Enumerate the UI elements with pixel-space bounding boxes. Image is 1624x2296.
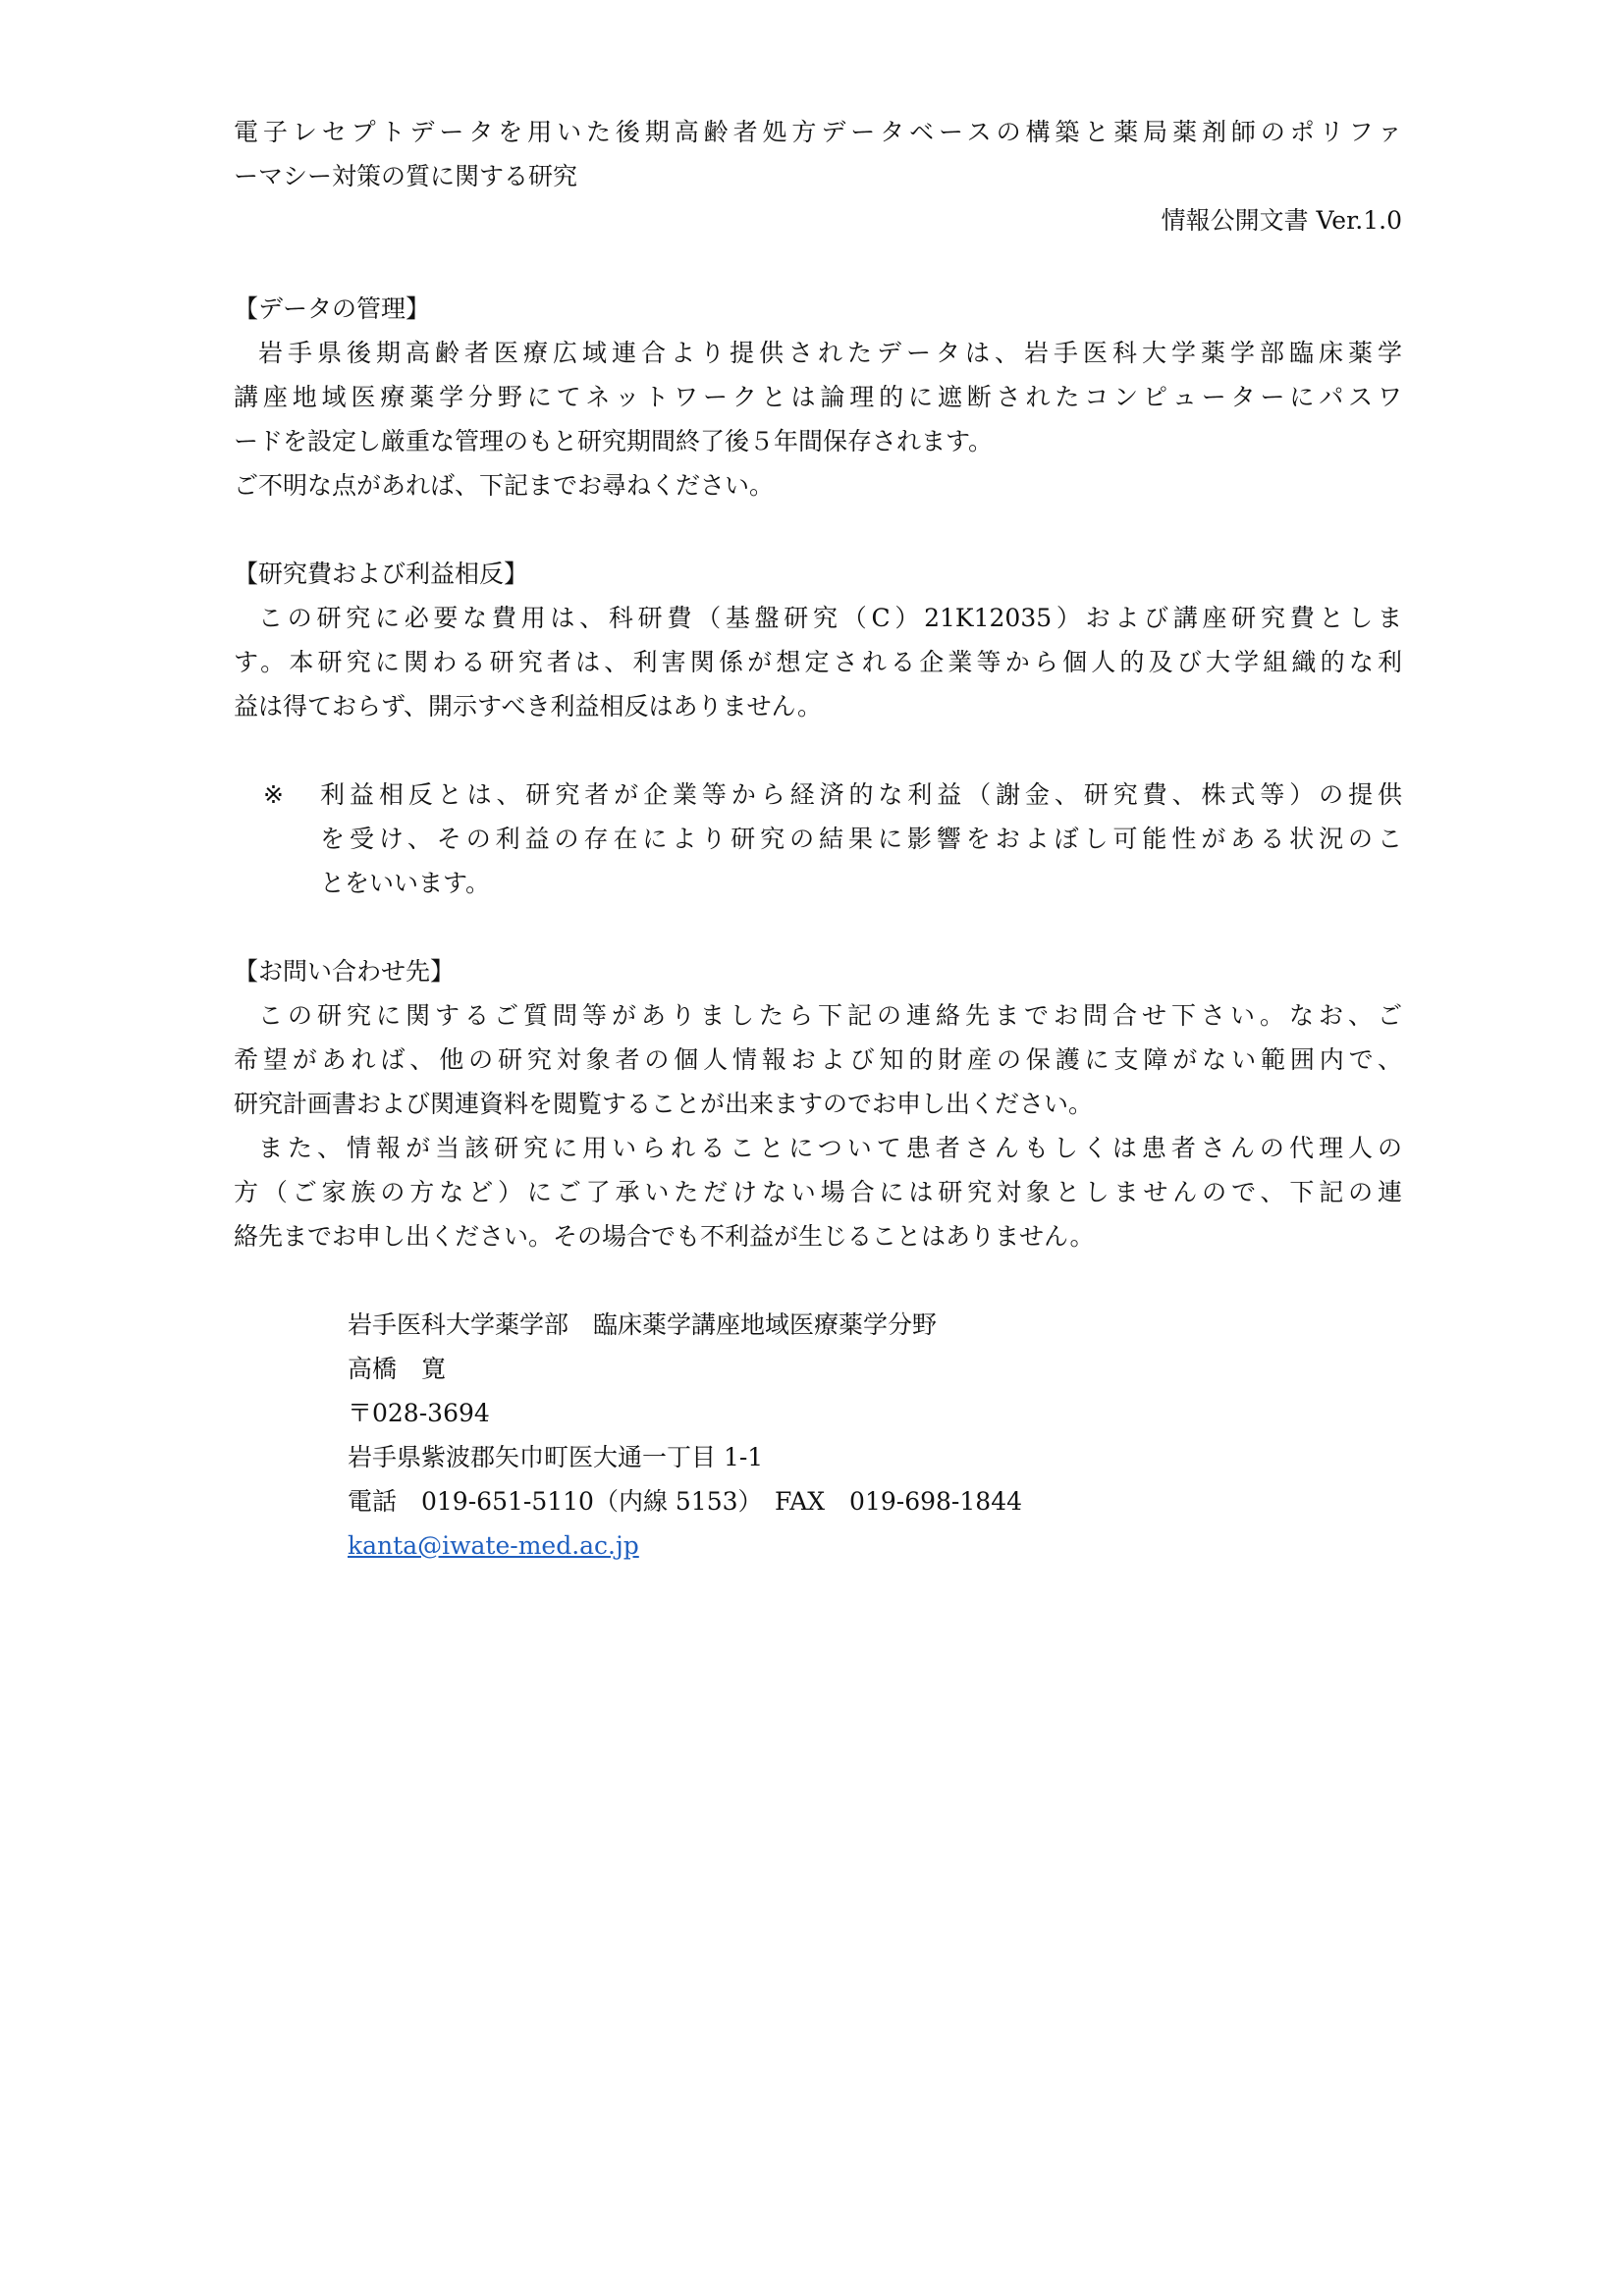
spacer [234,728,1402,773]
contact-email-link[interactable]: kanta@iwate-med.ac.jp [348,1531,639,1560]
contact-phone-fax: 電話 019-651-5110（内線 5153） FAX 019-698-1844 [348,1487,1023,1516]
inquiry-line: 絡先までお申し出ください。その場合でも不利益が生じることはありません。 [234,1222,1095,1251]
contact-email-row [348,1523,1402,1568]
inquiry-heading: 【お問い合わせ先】 [234,957,456,986]
spacer [234,242,1402,287]
spacer [234,507,1402,552]
note-mark: ※ [263,780,284,809]
data-management-line: ご不明な点があれば、下記までお尋ねください。 [234,471,775,500]
document-title-line-2: ーマシー対策の質に関する研究 [234,162,578,190]
contact-address: 岩手県紫波郡矢巾町医大通一丁目 1-1 [348,1443,764,1471]
contact-postal-code: 〒028-3694 [348,1399,490,1427]
data-management-line: 岩手県後期高齢者医療広域連合より提供されたデータは、岩手医科大学薬学部臨床薬学 [258,339,1402,367]
note-line: を受け、その利益の存在により研究の結果に影響をおよぼし可能性がある状況のこ [320,825,1402,853]
note-body [320,773,1402,905]
contact-block [348,1303,1402,1568]
inquiry-line: 希望があれば、他の研究対象者の個人情報および知的財産の保護に支障がない範囲内で、 [234,1045,1402,1074]
note-line: とをいいます。 [320,869,491,897]
document-title-line-1: 電子レセプトデータを用いた後期高齢者処方データベースの構築と薬局薬剤師のポリファ [234,118,1402,146]
inquiry-line: 研究計画書および関連資料を閲覧することが出来ますのでお申し出ください。 [234,1090,1094,1118]
data-management-heading: 【データの管理】 [234,294,431,323]
document-page [234,110,1402,1568]
funding-line: 益は得ておらず、開示すべき利益相反はありません。 [234,692,823,721]
contact-name: 高橋 寛 [348,1355,447,1383]
document-version: 情報公開文書 Ver.1.0 [1161,206,1402,235]
contact-affiliation: 岩手医科大学薬学部 臨床薬学講座地域医療薬学分野 [348,1310,938,1339]
funding-heading: 【研究費および利益相反】 [234,560,529,588]
note-line: 利益相反とは、研究者が企業等から経済的な利益（謝金、研究費、株式等）の提供 [320,780,1402,809]
data-management-line: 講座地域医療薬学分野にてネットワークとは論理的に遮断されたコンピューターにパスワ [234,383,1402,411]
conflict-of-interest-note [263,773,1402,905]
funding-line: この研究に必要な費用は、科研費（基盤研究（C）21K12035）および講座研究費としま [258,604,1402,632]
data-management-line: ードを設定し厳重な管理のもと研究期間終了後５年間保存されます。 [234,427,994,455]
spacer [234,1258,1402,1303]
inquiry-line: 方（ご家族の方など）にご了承いただけない場合には研究対象としませんので、下記の連 [234,1178,1402,1206]
spacer [234,905,1402,949]
inquiry-line: この研究に関するご質問等がありましたら下記の連絡先までお問合せ下さい。なお、ご [258,1001,1402,1030]
funding-line: す。本研究に関わる研究者は、利害関係が想定される企業等から個人的及び大学組織的な利 [234,648,1402,676]
inquiry-line: また、情報が当該研究に用いられることについて患者さんもしくは患者さんの代理人の [258,1134,1402,1162]
